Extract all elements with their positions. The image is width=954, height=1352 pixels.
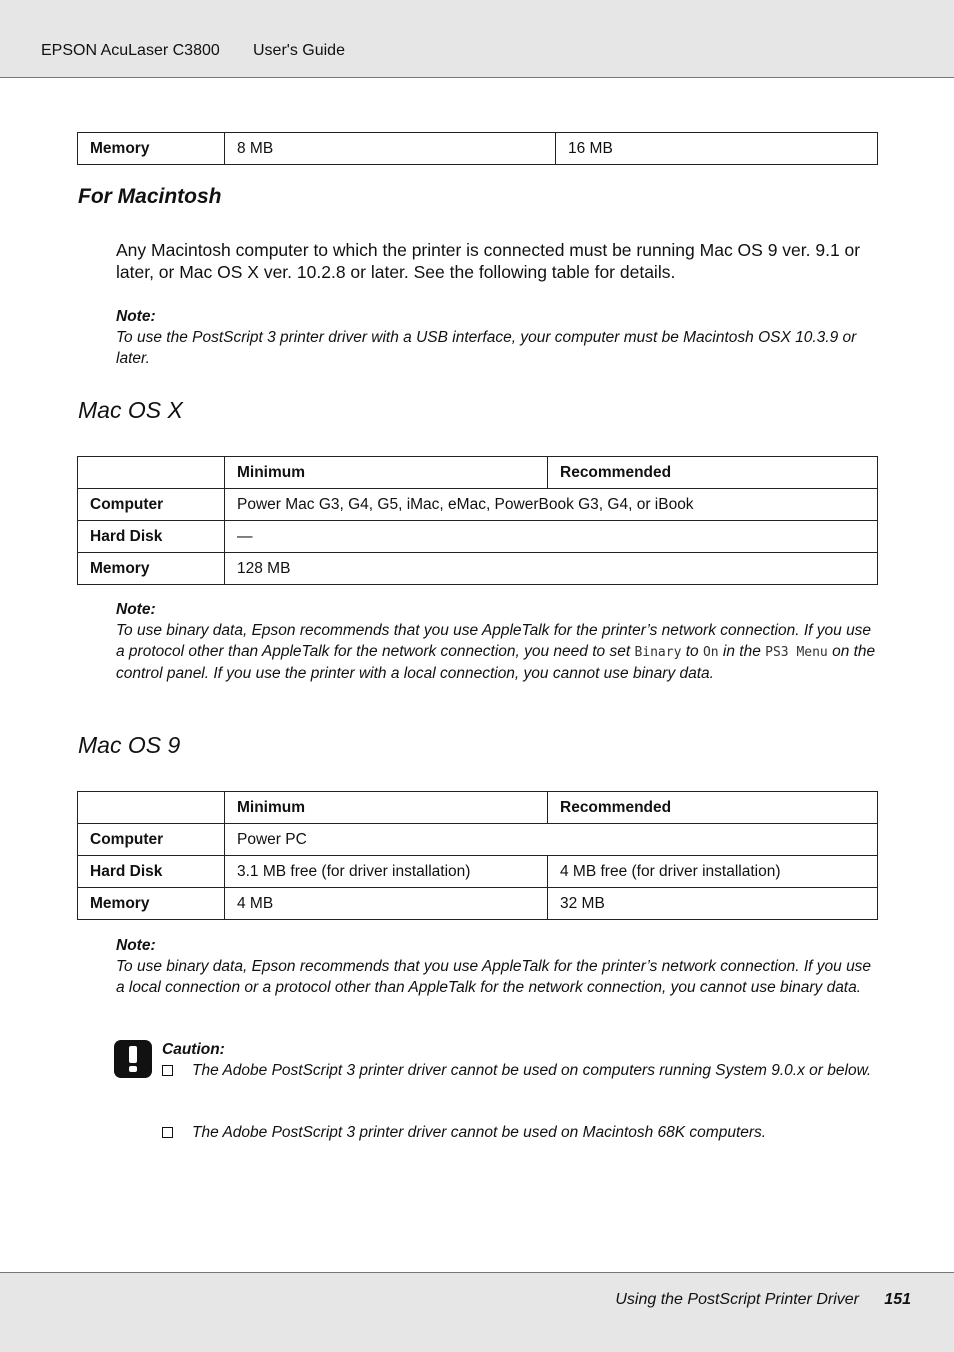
table-row	[78, 824, 878, 856]
note-label: Note:	[116, 601, 156, 618]
cell-rec: 16 MB	[556, 133, 878, 165]
row-value: Power PC	[225, 824, 878, 856]
footer-section-title: Using the PostScript Printer Driver	[615, 1291, 859, 1308]
macos9-table	[77, 791, 878, 920]
note-text: To use the PostScript 3 printer driver with a USB interface, your computer must be Macintosh OSX 10.3.9 or later.	[116, 329, 857, 367]
caution-item-text: The Adobe PostScript 3 printer driver cannot be used on computers running System 9.0.x or below.	[192, 1062, 872, 1079]
empty-header-cell	[78, 792, 225, 824]
note-usb	[116, 306, 878, 369]
page-number: 151	[884, 1291, 911, 1308]
table-row	[78, 133, 878, 165]
note-macosx	[116, 599, 878, 684]
row-value: Power Mac G3, G4, G5, iMac, eMac, PowerBook G3, G4, or iBook	[225, 489, 878, 521]
note-macos9	[116, 935, 878, 998]
section-title: For Macintosh	[78, 185, 222, 208]
note-text: To use binary data, Epson recommends that you use AppleTalk for the printer’s network connection. If you use a local connection or a protocol other than AppleTalk for the network connection, you cannot use binary data.	[116, 958, 872, 996]
table-row	[78, 553, 878, 585]
col-minimum: Minimum	[225, 792, 548, 824]
product-name: EPSON AcuLaser C3800	[41, 42, 220, 59]
note-text: To use binary data, Epson recommends that you use AppleTalk for the printer’s network connection. If you use a protocol other than AppleTalk for the network connection, you need to set Binary to On in the PS3 Menu on the control panel. If you use the printer with a local connection, you cannot use binary data.	[116, 622, 876, 682]
macosx-table	[77, 456, 878, 585]
macos9-title: Mac OS 9	[78, 732, 181, 758]
caution-label: Caution:	[162, 1041, 225, 1058]
list-item	[162, 1060, 878, 1104]
row-value: —	[225, 521, 878, 553]
note-label: Note:	[116, 308, 156, 325]
code-on: On	[702, 645, 719, 660]
row-label: Computer	[78, 489, 225, 521]
macosx-title: Mac OS X	[78, 397, 183, 423]
col-minimum: Minimum	[225, 457, 548, 489]
caution-item-text: The Adobe PostScript 3 printer driver cannot be used on Macintosh 68K computers.	[192, 1124, 767, 1141]
list-item	[162, 1122, 878, 1144]
empty-header-cell	[78, 457, 225, 489]
row-value: 128 MB	[225, 553, 878, 585]
row-label: Memory	[78, 553, 225, 585]
page-footer	[0, 1272, 954, 1352]
cell-min: 8 MB	[225, 133, 556, 165]
cell-min: 3.1 MB free (for driver installation)	[225, 856, 548, 888]
table-row	[78, 856, 878, 888]
col-recommended: Recommended	[548, 792, 878, 824]
cell-min: 4 MB	[225, 888, 548, 920]
row-label: Memory	[78, 133, 225, 165]
col-recommended: Recommended	[548, 457, 878, 489]
table-row	[78, 489, 878, 521]
table-header-row	[78, 457, 878, 489]
cell-rec: 32 MB	[548, 888, 878, 920]
row-label: Hard Disk	[78, 856, 225, 888]
bullet-box-icon	[162, 1065, 173, 1076]
caution-block	[162, 1039, 878, 1060]
guide-title: User's Guide	[253, 42, 345, 59]
note-label: Note:	[116, 937, 156, 954]
code-ps3-menu: PS3 Menu	[765, 645, 828, 660]
code-binary: Binary	[634, 645, 682, 660]
cell-rec: 4 MB free (for driver installation)	[548, 856, 878, 888]
row-label: Computer	[78, 824, 225, 856]
bullet-box-icon	[162, 1127, 173, 1138]
row-label: Hard Disk	[78, 521, 225, 553]
intro-paragraph: Any Macintosh computer to which the printer is connected must be running Mac OS 9 ver. 9.1 or later, or Mac OS X ver. 10.2.8 or later. See the following table for details.	[116, 240, 861, 282]
table-row	[78, 888, 878, 920]
table-header-row	[78, 792, 878, 824]
table-row	[78, 521, 878, 553]
page-header	[0, 0, 954, 78]
top-memory-table	[77, 132, 878, 165]
row-label: Memory	[78, 888, 225, 920]
caution-icon	[114, 1040, 152, 1078]
